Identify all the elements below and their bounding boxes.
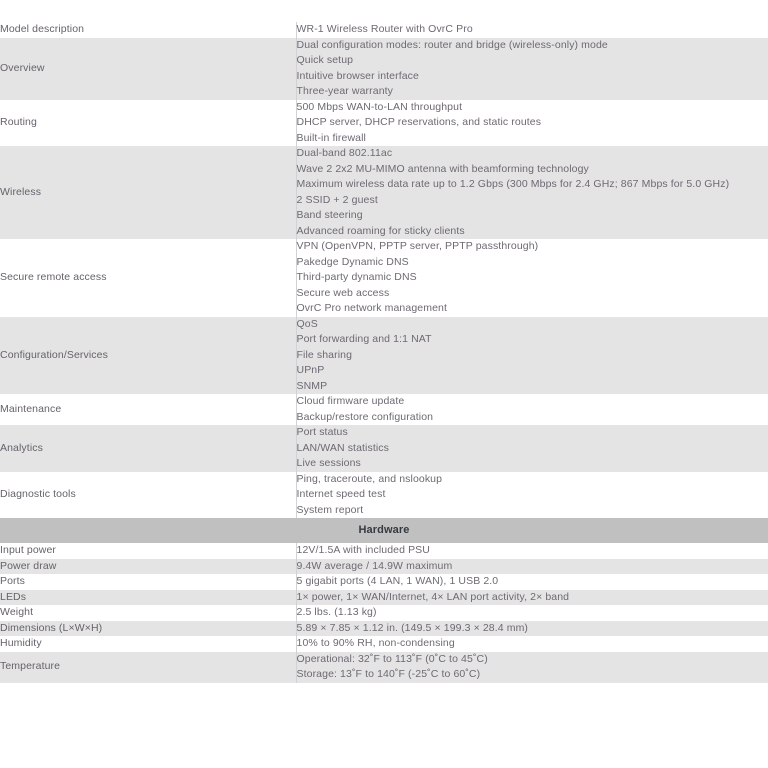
spec-value-line: Pakedge Dynamic DNS bbox=[296, 255, 409, 268]
spec-row bbox=[0, 543, 768, 559]
spec-row bbox=[0, 146, 768, 239]
spec-value-line: VPN (OpenVPN, PPTP server, PPTP passthrough) bbox=[296, 240, 539, 252]
spec-row bbox=[0, 636, 768, 652]
spec-value-line: Built-in firewall bbox=[296, 131, 366, 144]
spec-row-label: Analytics bbox=[0, 425, 296, 472]
spec-value-line: Storage: 13˚F to 140˚F (-25˚C to 60˚C) bbox=[296, 668, 481, 680]
spec-row bbox=[0, 239, 768, 317]
spec-value-line: DHCP server, DHCP reservations, and static routes bbox=[296, 116, 542, 128]
spec-value-line: 5 gigabit ports (4 LAN, 1 WAN), 1 USB 2.0 bbox=[296, 575, 499, 587]
spec-value-line: Backup/restore configuration bbox=[296, 410, 434, 423]
spec-row-label: Diagnostic tools bbox=[0, 472, 296, 519]
spec-value-line: Cloud firmware update bbox=[296, 395, 405, 407]
spec-value-line: 5.89 × 7.85 × 1.12 in. (149.5 × 199.3 × 28.4 mm) bbox=[296, 621, 529, 634]
spec-row-value bbox=[296, 239, 768, 317]
spec-value-line: Operational: 32˚F to 113˚F (0˚C to 45˚C) bbox=[296, 652, 488, 665]
spec-value-line: Secure web access bbox=[296, 286, 390, 299]
spec-row-label: Dimensions (L×W×H) bbox=[0, 621, 296, 637]
spec-row bbox=[0, 472, 768, 519]
spec-row-value bbox=[296, 543, 768, 559]
spec-row-label: Ports bbox=[0, 574, 296, 590]
spec-row-value bbox=[296, 146, 768, 239]
spec-value-line: QoS bbox=[296, 317, 318, 330]
spec-row-value bbox=[296, 317, 768, 395]
spec-value-line: Internet speed test bbox=[296, 488, 386, 500]
section-header-label: Hardware bbox=[0, 518, 768, 543]
spec-value-line: File sharing bbox=[296, 348, 353, 361]
spec-value-line: Maximum wireless data rate up to 1.2 Gbps (300 Mbps for 2.4 GHz; 867 Mbps for 5.0 GHz) bbox=[296, 178, 730, 190]
spec-value-line: Intuitive browser interface bbox=[296, 69, 419, 82]
spec-row-label: Routing bbox=[0, 100, 296, 147]
spec-row-value bbox=[296, 100, 768, 147]
spec-value-line: 1× power, 1× WAN/Internet, 4× LAN port activity, 2× band bbox=[296, 590, 570, 603]
spec-value-line: Third-party dynamic DNS bbox=[296, 271, 417, 283]
spec-value-line: SNMP bbox=[296, 379, 328, 392]
spec-row-label: Secure remote access bbox=[0, 239, 296, 317]
spec-value-line: Quick setup bbox=[296, 54, 354, 66]
spec-row bbox=[0, 559, 768, 575]
spec-row-value bbox=[296, 574, 768, 590]
spec-row-label: Humidity bbox=[0, 636, 296, 652]
spec-row-label: Model description bbox=[0, 22, 296, 38]
spec-value-line: Wave 2 2x2 MU-MIMO antenna with beamforming technology bbox=[296, 162, 589, 175]
spec-value-line: 9.4W average / 14.9W maximum bbox=[296, 559, 453, 572]
spec-row-value bbox=[296, 425, 768, 472]
spec-row bbox=[0, 621, 768, 637]
spec-row-label: Wireless bbox=[0, 146, 296, 239]
spec-row bbox=[0, 425, 768, 472]
spec-value-line: Dual-band 802.11ac bbox=[296, 147, 393, 159]
spec-row-label: LEDs bbox=[0, 590, 296, 606]
spec-value-line: Three-year warranty bbox=[296, 85, 394, 97]
spec-value-line: System report bbox=[296, 503, 364, 516]
spec-row bbox=[0, 317, 768, 395]
specification-table-body bbox=[0, 22, 768, 683]
spec-row-value bbox=[296, 605, 768, 621]
spec-value-line: OvrC Pro network management bbox=[296, 302, 447, 314]
spec-value-line: Live sessions bbox=[296, 457, 361, 469]
specification-table bbox=[0, 22, 768, 683]
spec-row bbox=[0, 38, 768, 100]
spec-value-line: Port status bbox=[296, 426, 348, 438]
spec-value-line: Port forwarding and 1:1 NAT bbox=[296, 333, 432, 345]
spec-row-value bbox=[296, 621, 768, 637]
spec-value-line: Advanced roaming for sticky clients bbox=[296, 224, 465, 237]
spec-value-line: Band steering bbox=[296, 209, 363, 221]
spec-value-line: UPnP bbox=[296, 364, 325, 376]
spec-row bbox=[0, 652, 768, 683]
section-header-row bbox=[0, 518, 768, 543]
spec-row bbox=[0, 574, 768, 590]
spec-value-line: 2 SSID + 2 guest bbox=[296, 193, 378, 206]
spec-row-value bbox=[296, 394, 768, 425]
spec-row-value bbox=[296, 590, 768, 606]
spec-row-label: Maintenance bbox=[0, 394, 296, 425]
spec-value-line: Ping, traceroute, and nslookup bbox=[296, 472, 443, 485]
spec-value-line: 10% to 90% RH, non-condensing bbox=[296, 637, 455, 649]
spec-row-label: Temperature bbox=[0, 652, 296, 683]
spec-row-label: Weight bbox=[0, 605, 296, 621]
spec-row-label: Input power bbox=[0, 543, 296, 559]
spec-row-value bbox=[296, 652, 768, 683]
spec-value-line: WR-1 Wireless Router with OvrC Pro bbox=[296, 23, 473, 35]
spec-value-line: 2.5 lbs. (1.13 kg) bbox=[296, 606, 377, 618]
spec-value-line: Dual configuration modes: router and bridge (wireless-only) mode bbox=[296, 38, 608, 51]
spec-value-line: LAN/WAN statistics bbox=[296, 441, 390, 454]
spec-row-label: Configuration/Services bbox=[0, 317, 296, 395]
spec-row-value bbox=[296, 636, 768, 652]
spec-value-line: 12V/1.5A with included PSU bbox=[296, 544, 430, 556]
spec-row-value bbox=[296, 22, 768, 38]
spec-row bbox=[0, 605, 768, 621]
spec-row bbox=[0, 394, 768, 425]
spec-row-value bbox=[296, 472, 768, 519]
spec-value-line: 500 Mbps WAN-to-LAN throughput bbox=[296, 100, 463, 113]
spec-row-label: Power draw bbox=[0, 559, 296, 575]
spec-row-value bbox=[296, 38, 768, 100]
spec-row bbox=[0, 22, 768, 38]
spec-row-label: Overview bbox=[0, 38, 296, 100]
spec-row-value bbox=[296, 559, 768, 575]
spec-row bbox=[0, 100, 768, 147]
spec-row bbox=[0, 590, 768, 606]
